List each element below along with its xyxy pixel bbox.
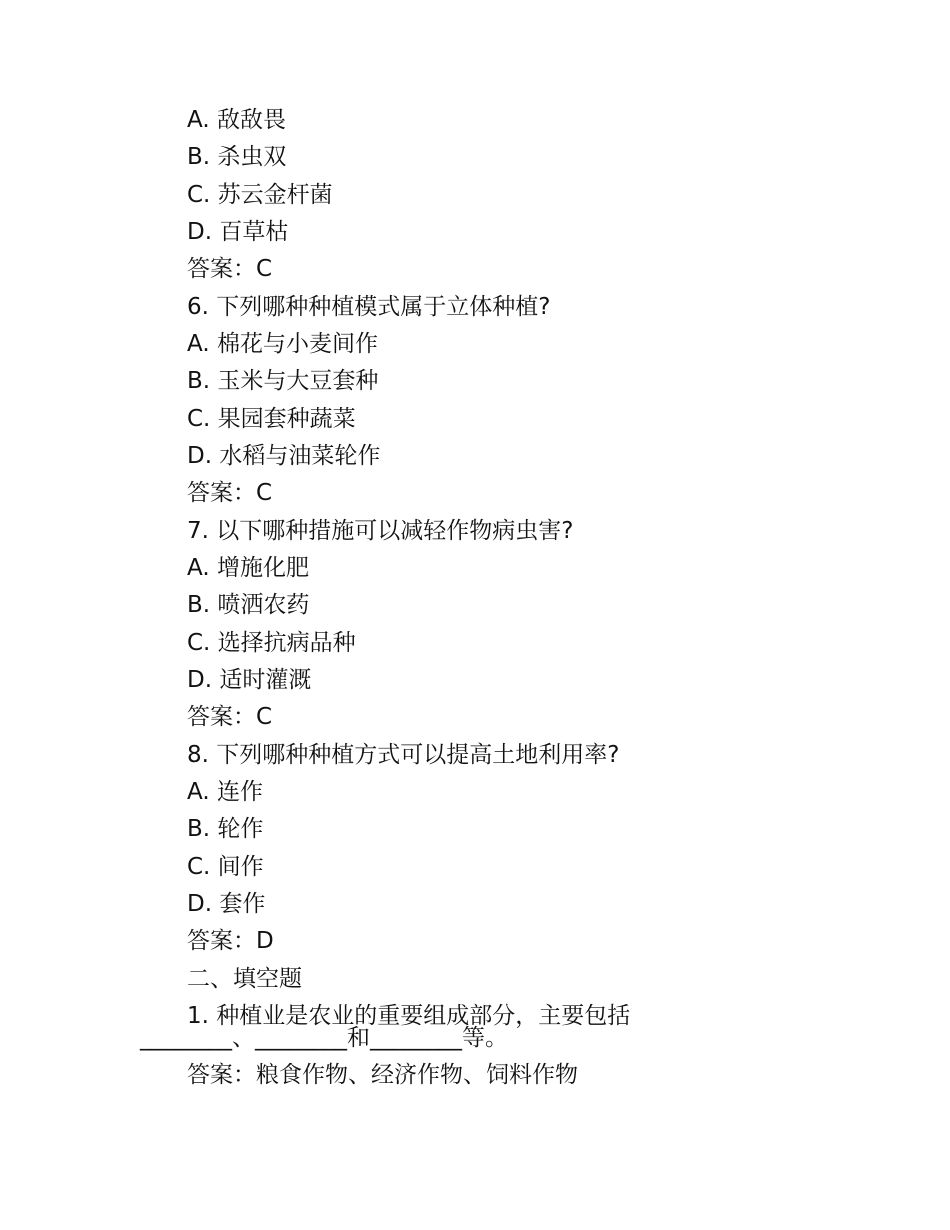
- option-d: D. 水稻与油菜轮作: [187, 443, 381, 469]
- option-a: A. 增施化肥: [187, 555, 309, 581]
- question-8: 8. 下列哪种种植方式可以提高土地利用率?: [187, 742, 620, 768]
- answer-line: 答案：C: [187, 480, 273, 506]
- option-a: A. 敌敌畏: [187, 107, 286, 133]
- fill-answer-line: 答案：粮食作物、经济作物、饲料作物: [187, 1062, 578, 1088]
- question-6: 6. 下列哪种种植模式属于立体种植?: [187, 294, 551, 320]
- fill-question-1: 1. 种植业是农业的重要组成部分，主要包括: [187, 1003, 631, 1029]
- fill-question-1-blanks: ________、________和________等。: [140, 1025, 508, 1051]
- option-c: C. 间作: [187, 854, 264, 880]
- option-b: B. 喷洒农药: [187, 592, 310, 618]
- option-c: C. 选择抗病品种: [187, 630, 356, 656]
- option-d: D. 百草枯: [187, 219, 289, 245]
- option-a: A. 连作: [187, 779, 263, 805]
- section-heading-fill-in: 二、填空题: [187, 966, 302, 992]
- answer-line: 答案：C: [187, 704, 273, 730]
- option-c: C. 果园套种蔬菜: [187, 406, 356, 432]
- option-d: D. 套作: [187, 891, 266, 917]
- question-7: 7. 以下哪种措施可以减轻作物病虫害?: [187, 518, 574, 544]
- option-c: C. 苏云金杆菌: [187, 182, 333, 208]
- answer-line: 答案：C: [187, 256, 273, 282]
- option-d: D. 适时灌溉: [187, 667, 312, 693]
- option-a: A. 棉花与小麦间作: [187, 331, 378, 357]
- option-b: B. 玉米与大豆套种: [187, 368, 379, 394]
- option-b: B. 轮作: [187, 816, 264, 842]
- option-b: B. 杀虫双: [187, 144, 287, 170]
- answer-line: 答案：D: [187, 928, 274, 954]
